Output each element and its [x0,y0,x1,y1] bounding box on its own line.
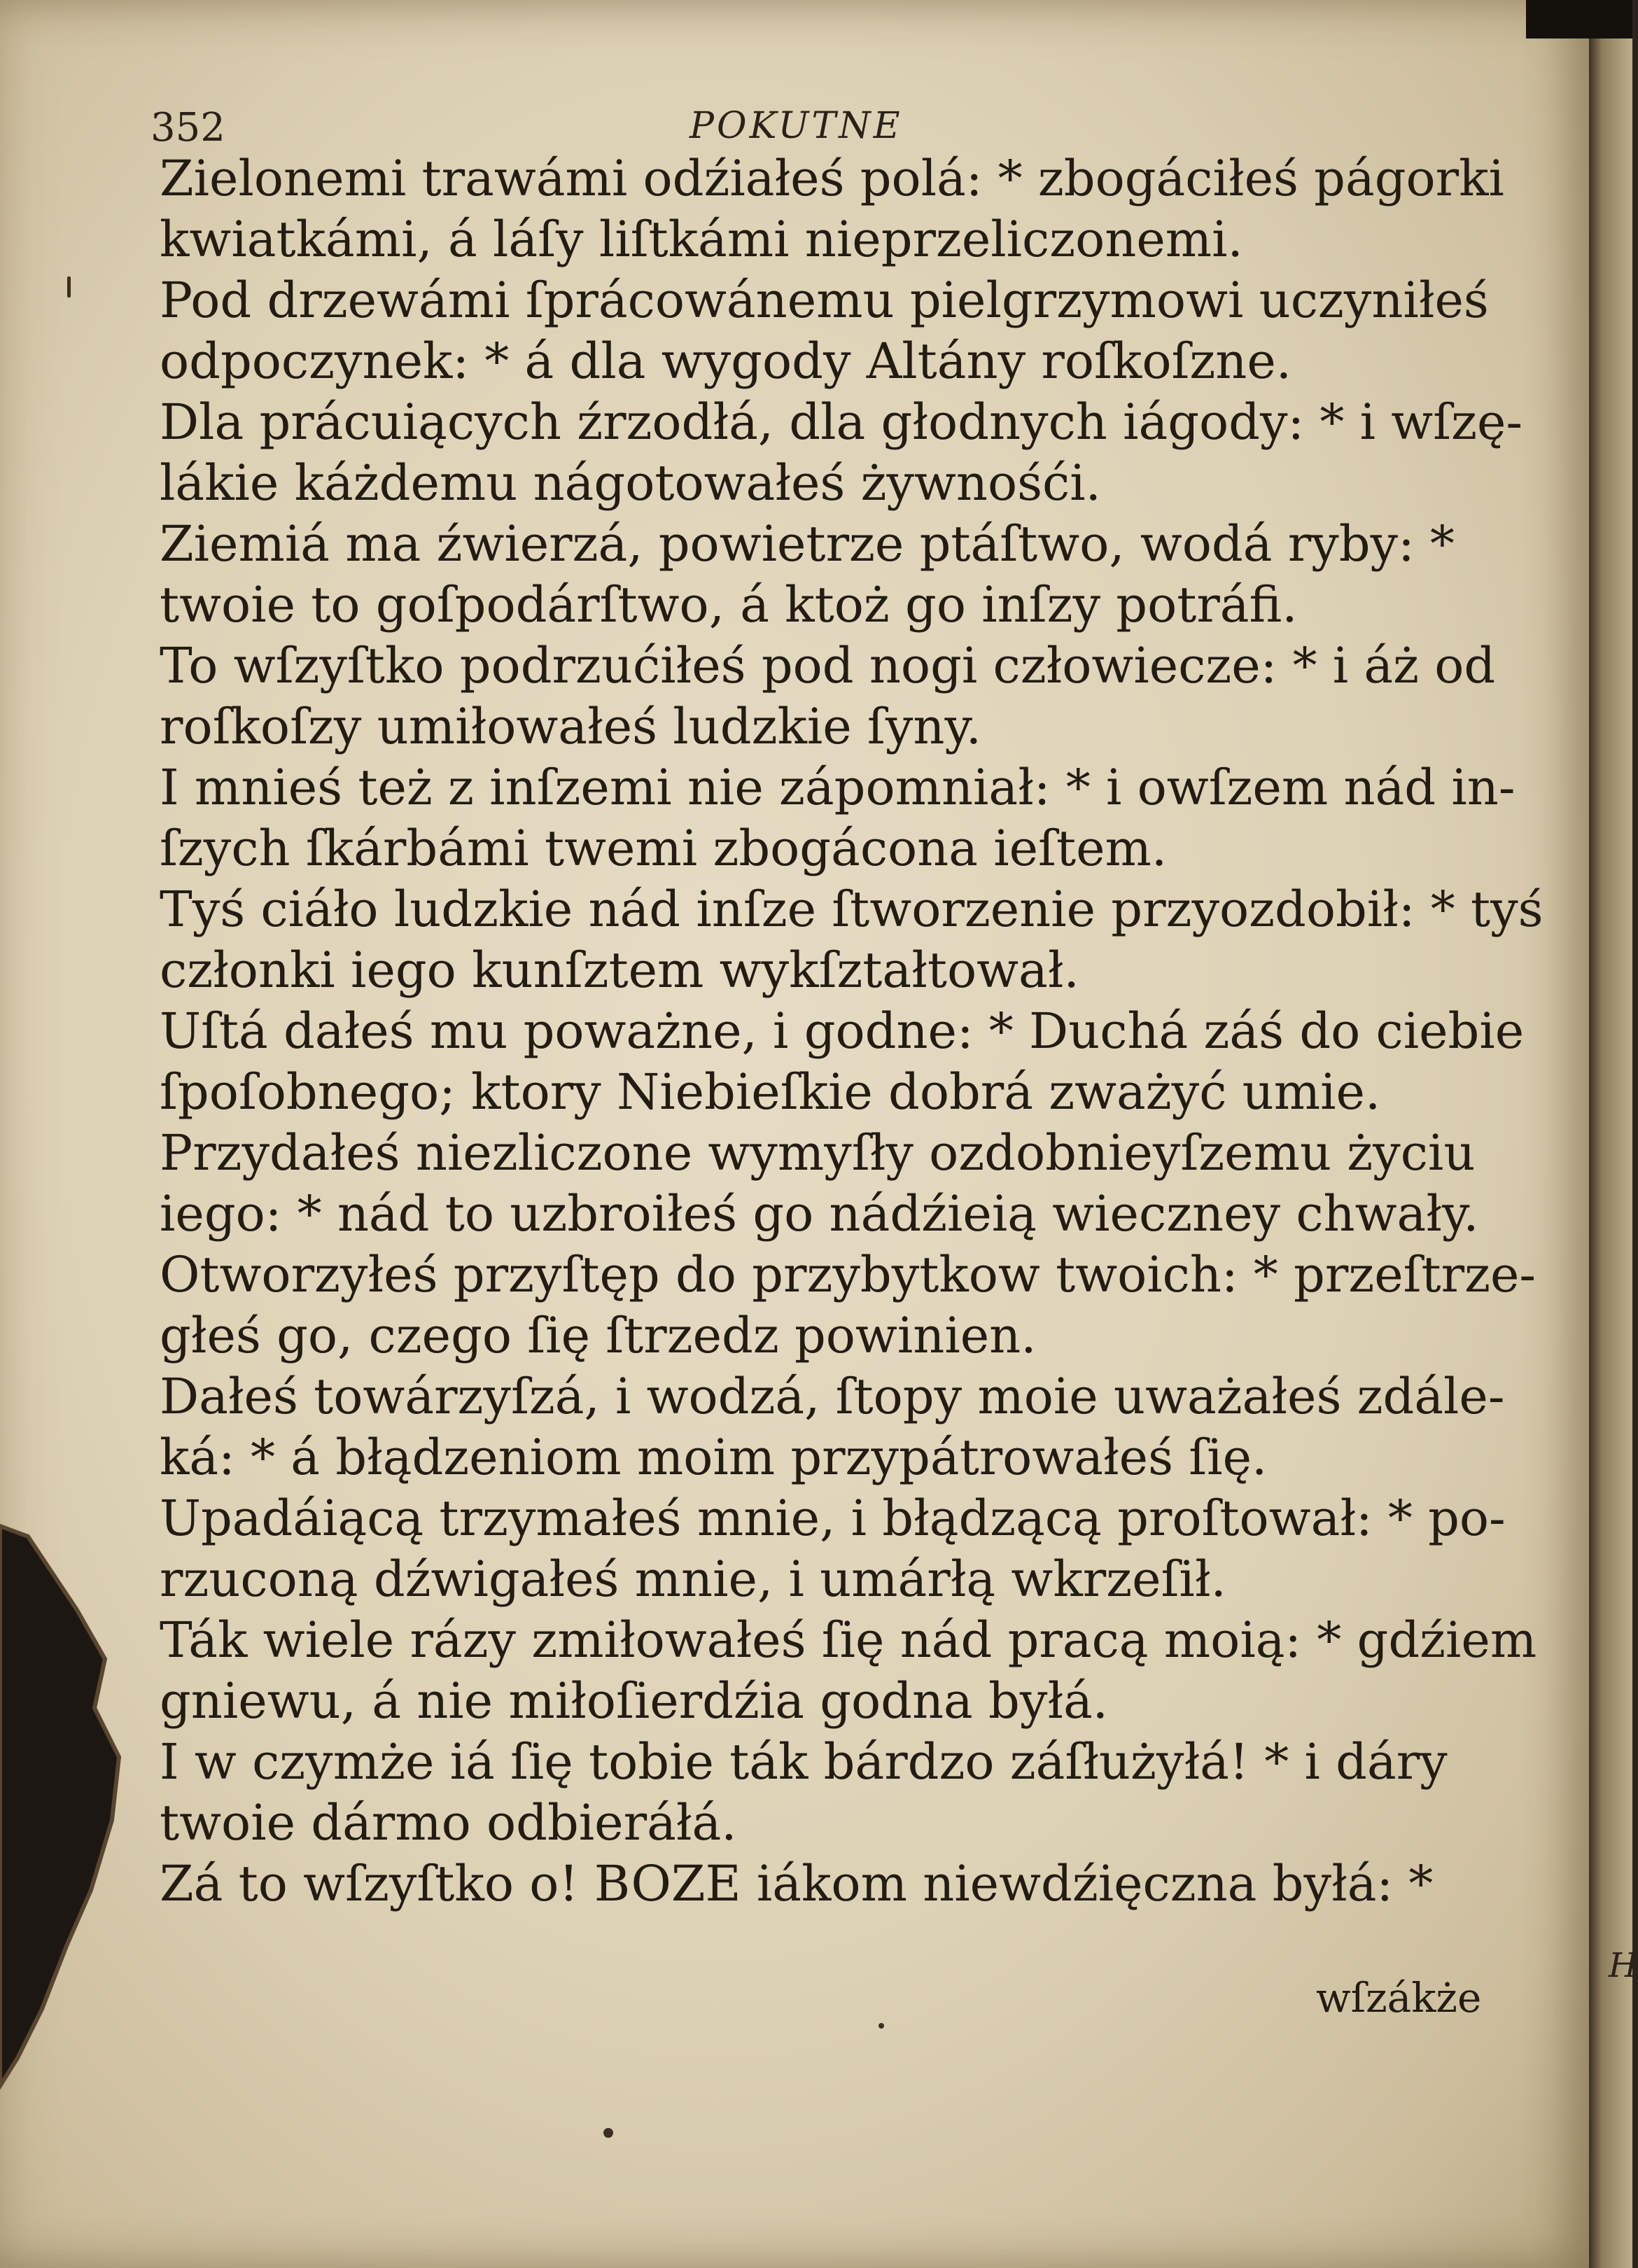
body-text [160,148,1544,1914]
text-line: Dla prácuiących źrzodłá, dla głodnych iágody: * i wſzę- [160,393,1523,451]
text-line: Dałeś towárzyſzá, i wodzá, ſtopy moie uważałeś zdále- [160,1368,1505,1425]
text-line: I w czymże iá ſię tobie ták bárdzo záſłużyłá! * i dáry [160,1733,1448,1791]
text-line: Ziemiá ma źwierzá, powietrze ptáſtwo, wodá ryby: * [160,515,1455,573]
catchword: wſzákże [1316,1974,1482,2022]
running-head: POKUTNE [690,105,903,147]
binding-shadow [1526,0,1632,38]
text-line: twoie to goſpodárſtwo, á ktoż go inſzy potráfi. [160,576,1298,634]
text-line: lákie káżdemu nágotowałeś żywnośći. [160,454,1101,512]
text-line: I mnieś też z inſzemi nie zápomniał: * i owſzem nád in- [160,759,1516,816]
text-line: Uſtá dałeś mu poważne, i godne: * Duchá záś do ciebie [160,1002,1525,1060]
page-header [150,105,1536,154]
next-page-edge [1589,0,1638,2268]
text-line: Otworzyłeś przyſtęp do przybytkow twoich: * przeſtrze- [160,1246,1536,1303]
text-line: Zá to wſzyſtko o! BOZE iákom niewdźięczna byłá: * [160,1855,1434,1912]
text-line: Pod drzewámi ſprácowánemu pielgrzymowi uczyniłeś [160,272,1489,329]
text-line: twoie dármo odbieráłá. [160,1794,737,1851]
page-damage [0,1526,161,2086]
text-line: członki iego kunſztem wykſztałtował. [160,941,1079,999]
text-line: Upadáiącą trzymałeś mnie, i błądzącą proſtował: * po- [160,1490,1506,1547]
text-line: rzuconą dźwigałeś mnie, i umárłą wkrzeſił. [160,1550,1226,1608]
ink-speck [67,276,71,298]
text-line: ſzych ſkárbámi twemi zbogácona ieſtem. [160,820,1168,877]
next-page-letter: H [1609,1946,1638,1985]
text-line: Przydałeś niezliczone wymyſły ozdobnieyſzemu życiu [160,1124,1476,1182]
text-line: roſkoſzy umiłowałeś ludzkie ſyny. [160,698,981,755]
text-line: odpoczynek: * á dla wygody Altány roſkoſzne. [160,332,1292,390]
text-line: iego: * nád to uzbroiłeś go nádźieią wieczney chwały. [160,1185,1479,1242]
text-line: kwiatkámi, á láſy liſtkámi nieprzeliczonemi. [160,211,1243,268]
text-line: Zielonemi trawámi odźiałeś polá: * zbogáciłeś págorki [160,150,1504,207]
text-line: ká: * á błądzeniom moim przypátrowałeś ſię. [160,1429,1268,1486]
text-line: Tyś ciáło ludzkie nád inſze ſtworzenie przyozdobił: * tyś [160,881,1544,938]
text-line: gniewu, á nie miłoſierdźia godna byłá. [160,1672,1109,1730]
text-line: głeś go, czego ſię ſtrzedz powinien. [160,1307,1037,1364]
text-line: Ták wiele rázy zmiłowałeś ſię nád pracą moią: * gdźiem [160,1611,1537,1669]
text-line: ſpoſobnego; ktory Niebieſkie dobrá zważyć umie. [160,1063,1381,1121]
ink-speck [603,2128,613,2138]
page-number: 352 [150,105,225,150]
ink-speck [878,2023,884,2029]
text-line: To wſzyſtko podrzućiłeś pod nogi człowiecze: * i áż od [160,637,1496,694]
